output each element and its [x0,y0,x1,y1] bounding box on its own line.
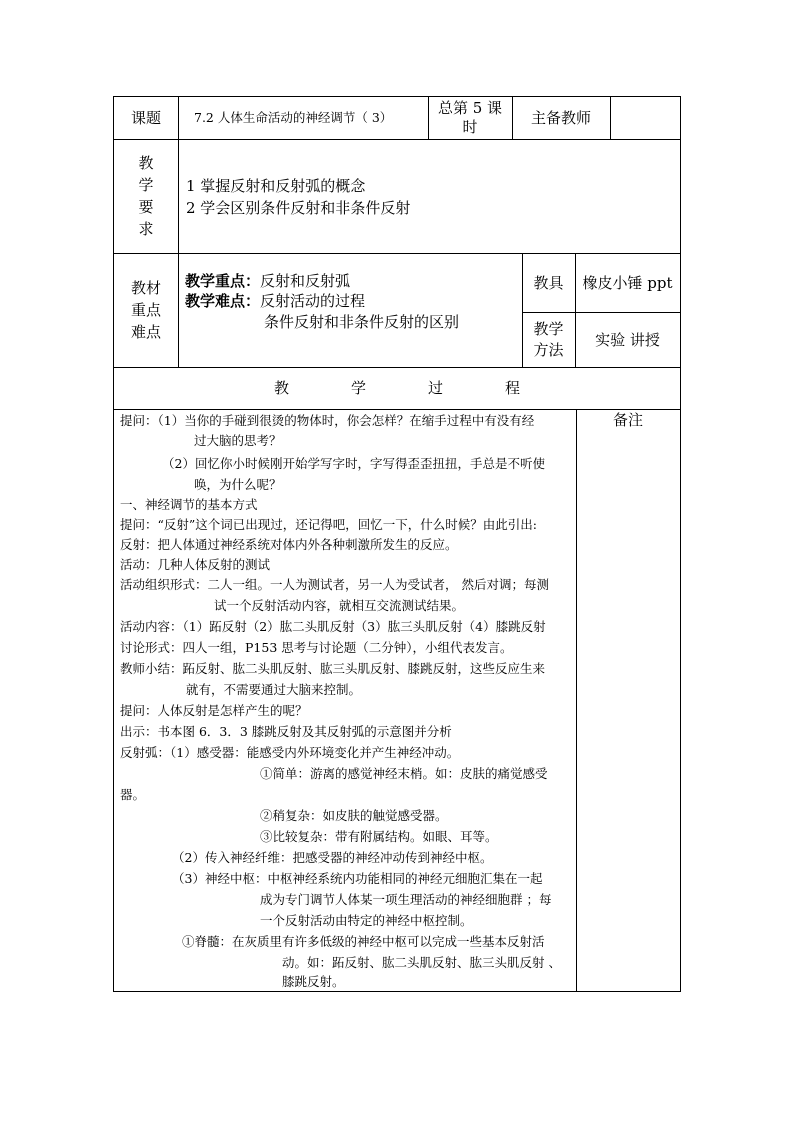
method-value: 实验 讲授 [595,330,660,349]
process-line: 活动：几种人体反射的测试 [120,557,271,572]
requirements-label [114,139,178,253]
title-char: 过 [428,379,444,397]
process-line: 活动组织形式：二人一组。一人为测试者，另一人为受试者， 然后对调；每测 [120,577,549,592]
process-line: 出示：书本图 6．3．3 膝跳反射及其反射弧的示意图并分析 [120,724,452,739]
process-line: 提问：（1）当你的手碰到很烫的物体时，你会怎样？在缩手过程中有没有经 [120,413,535,428]
label-line: 难点 [130,323,161,341]
label-char: 要 [138,198,154,216]
teacher-label: 主备教师 [530,109,591,127]
title-char: 学 [351,379,367,397]
process-line: （2）传入神经纤维：把感受器的神经冲动传到神经中枢。 [172,850,493,865]
label-line: 重点 [130,301,161,319]
focus-label [114,253,178,367]
topic-value: 7.2 人体生命活动的神经调节（ 3） [194,110,393,125]
label-line: 方法 [533,340,564,359]
lesson-plan-table [113,96,681,992]
process-line: 反射：把人体通过神经系统对体内外各种刺激所发生的反应。 [120,537,458,552]
requirement-item: 1 掌握反射和反射弧的概念 [186,177,366,195]
process-line: 活动内容：（1）跖反射（2）肱二头肌反射（3）肱三头肌反射（4）膝跳反射 [120,619,546,634]
process-line: 器。 [120,787,146,802]
process-line: 唤，为什么呢？ [194,477,282,492]
process-line: （2）回忆你小时候刚开始学写字时，字写得歪歪扭扭，手总是不听使 [162,456,545,471]
label-char: 学 [138,176,154,194]
label-line: 教学 [533,319,564,338]
process-line: 膝跳反射。 [282,974,345,989]
process-line: （3）神经中枢：中枢神经系统内功能相同的神经元细胞汇集在一起 [172,871,543,886]
row-divider [114,139,680,140]
label-line: 教材 [130,279,161,297]
requirement-item: 2 学会区别条件反射和非条件反射 [186,199,411,217]
col-divider [576,409,577,991]
title-char: 教 [274,379,290,397]
process-line: ②稍复杂：如皮肤的触觉感受器。 [260,808,448,823]
process-line: ①简单：游离的感觉神经末梢。如：皮肤的痛觉感受 [260,766,548,781]
key-point-value: 反射和反射弧 [260,272,351,290]
lesson-number [428,97,512,139]
difficult-point [185,290,365,312]
process-line: ①脊髓：在灰质里有许多低级的神经中枢可以完成一些基本反射活 [182,934,545,949]
tools-value: 橡皮小锤 ppt [582,273,673,292]
notes-label: 备注 [612,411,643,429]
topic-label: 课题 [130,109,161,127]
label-char: 求 [138,220,154,238]
process-line: 教师小结：跖反射、肱二头肌反射、肱三头肌反射、膝跳反射，这些反应生来 [120,661,546,676]
title-char: 程 [505,379,521,397]
teacher-value [610,97,680,139]
process-line: 成为专门调节人体某一项生理活动的神经细胞群 ；每 [260,892,552,907]
label-char: 教 [138,154,154,172]
process-line: 讨论形式：四人一组，P153 思考与讨论题（二分钟），小组代表发言。 [120,640,513,655]
process-line: 一、神经调节的基本方式 [120,497,258,512]
process-line: 就有，不需要通过大脑来控制。 [186,682,362,697]
key-point-label: 教学重点： [185,272,261,290]
process-line: 试一个反射活动内容，就相互交流测试结果。 [214,598,465,613]
process-line: 提问：“反射”这个词已出现过，还记得吧，回忆一下，什么时候？由此引出: [120,517,537,532]
difficult-point-label: 教学难点： [185,292,261,310]
process-line: 过大脑的思考？ [194,433,282,448]
process-title [114,367,680,409]
process-line: ③比较复杂：带有附属结构。如眼、耳等。 [260,829,498,844]
difficult-point-value: 条件反射和非条件反射的区别 [264,313,460,331]
process-line: 动。如：跖反射、肱二头肌反射、肱三头肌反射 、 [282,955,561,970]
process-line: 反射弧：（1）感受器：能感受内外环境变化并产生神经冲动。 [120,745,460,760]
process-line: 提问：人体反射是怎样产生的呢？ [120,703,308,718]
col-divider [178,97,179,367]
difficult-point-value: 反射活动的过程 [260,292,366,310]
lesson-number-line: 总第 5 课 [437,99,503,117]
tools-label: 教具 [533,273,564,292]
key-point [185,270,350,292]
process-line: 一个反射活动由特定的神经中枢控制。 [260,913,473,928]
method-label [522,312,575,367]
lesson-number-line: 时 [462,118,478,136]
